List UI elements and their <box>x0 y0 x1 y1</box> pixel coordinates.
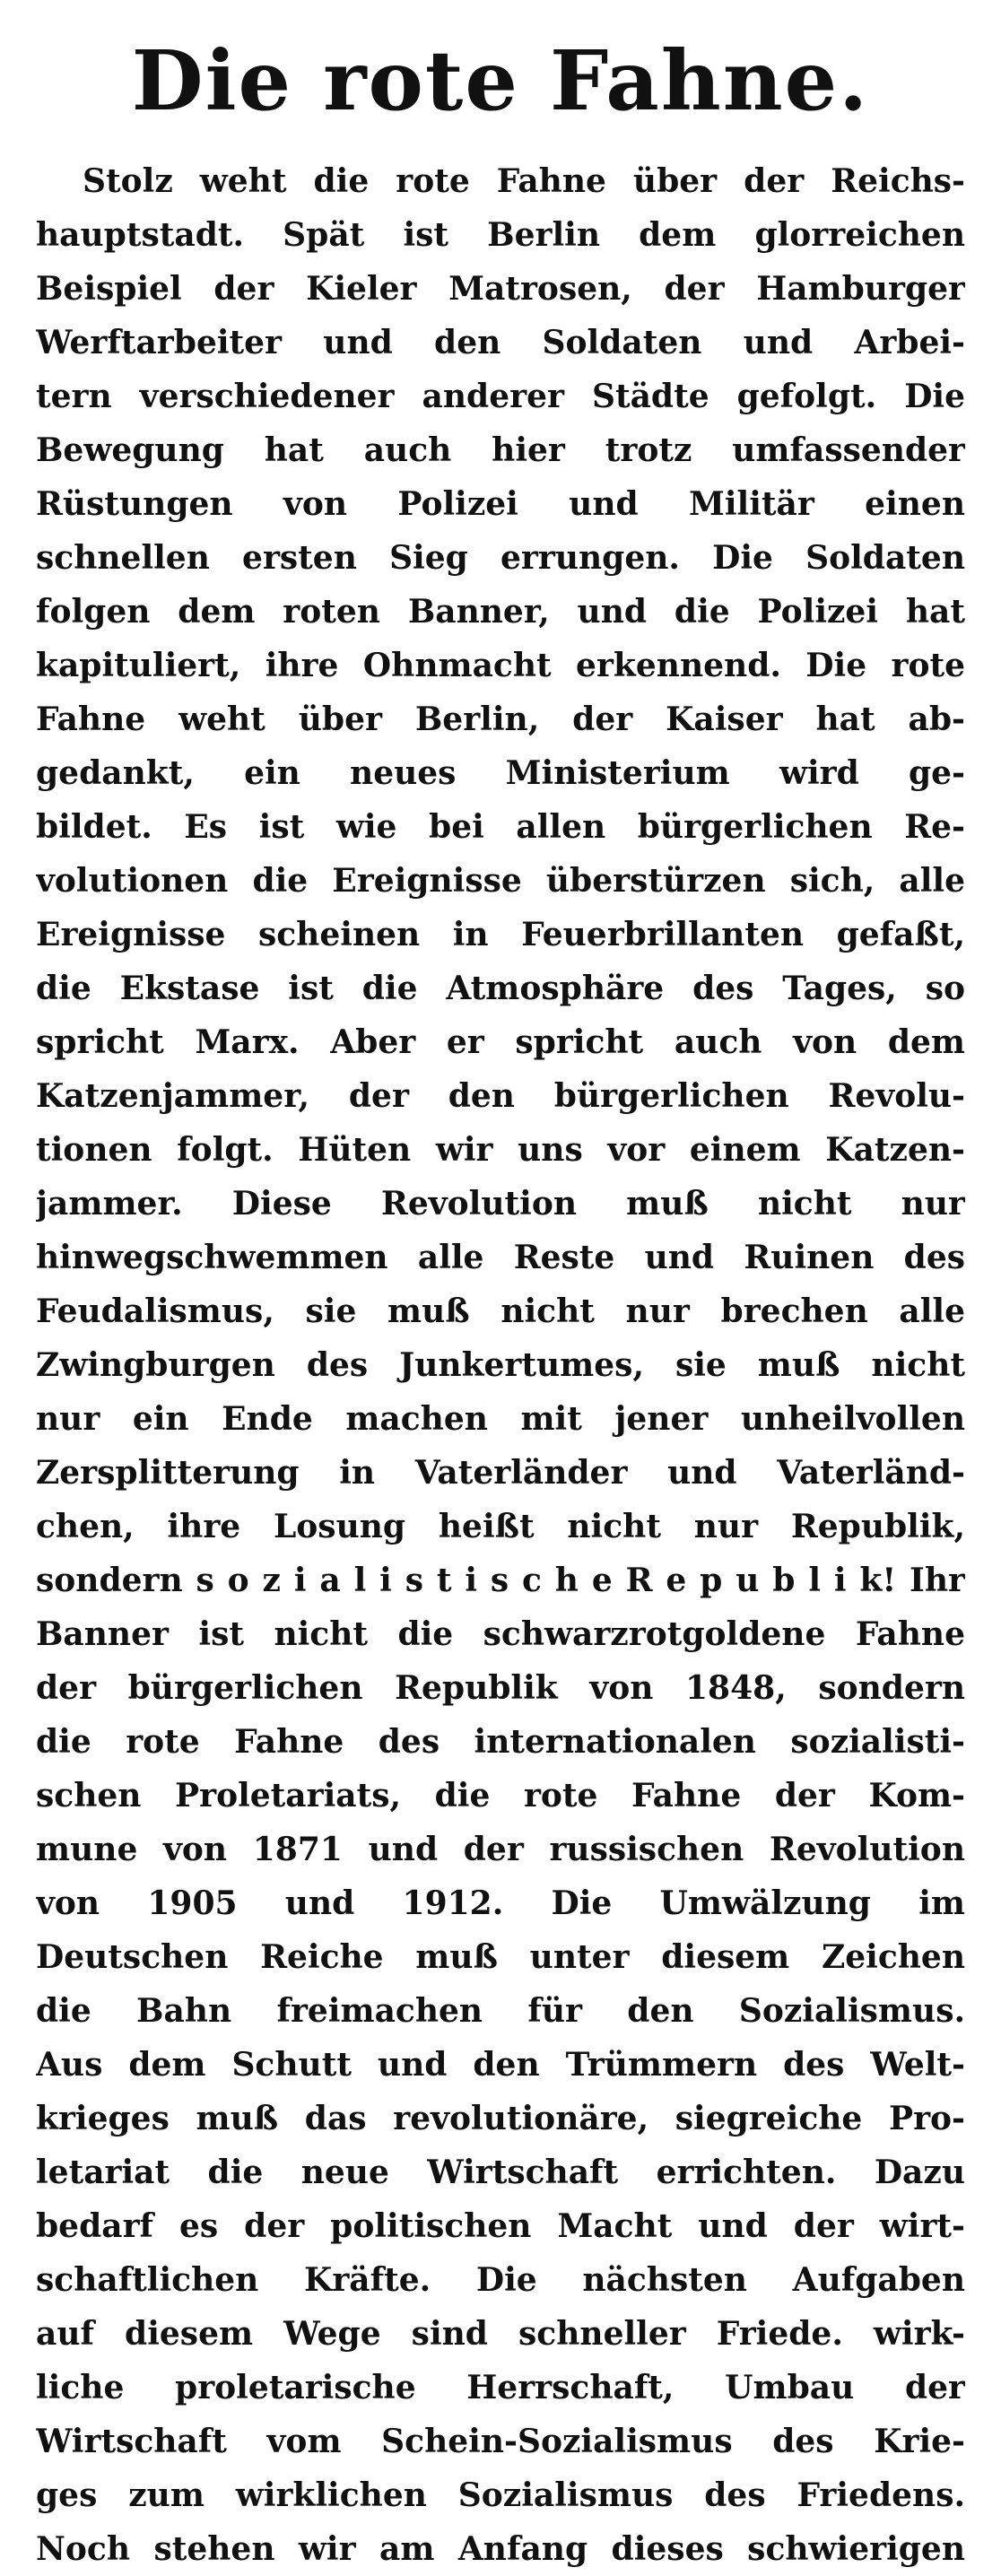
article-line: schnellen ersten Sieg errungen. Die Soldaten <box>36 539 965 577</box>
article-line: volutionen die Ereignisse überstürzen sich, alle <box>36 862 965 900</box>
article-line: Wirtschaft vom Schein-Sozialismus des Krie- <box>36 2423 965 2460</box>
article-line: Zwingburgen des Junkertumes, sie muß nicht <box>36 1346 965 1384</box>
article-line: spricht Marx. Aber er spricht auch von dem <box>36 1023 965 1061</box>
article-line: Noch stehen wir am Anfang dieses schwierigen <box>36 2530 965 2568</box>
article-line: von 1905 und 1912. Die Umwälzung im <box>36 1884 965 1922</box>
article-line: mune von 1871 und der russischen Revolution <box>36 1831 965 1868</box>
article-line: gedankt, ein neues Ministerium wird ge- <box>36 754 965 792</box>
headline: Die rote Fahne. <box>131 32 870 129</box>
article-line: jammer. Diese Revolution muß nicht nur <box>36 1185 965 1223</box>
article-line: folgen dem roten Banner, und die Polizei hat <box>36 593 965 631</box>
article-line: hinwegschwemmen alle Reste und Ruinen des <box>36 1239 965 1276</box>
article-line: der bürgerlichen Republik von 1848, sondern <box>36 1669 965 1707</box>
article-line: tern verschiedener anderer Städte gefolgt. Die <box>36 378 965 415</box>
article-line: letariat die neue Wirtschaft errichten. Dazu <box>36 2154 965 2191</box>
article-line: die rote Fahne des internationalen sozialisti- <box>36 1723 965 1761</box>
article-line: Banner ist nicht die schwarzrotgoldene Fahne <box>36 1615 965 1653</box>
article-line: bildet. Es ist wie bei allen bürgerlichen Re- <box>36 808 965 846</box>
article-line: chen, ihre Losung heißt nicht nur Republik, <box>36 1508 965 1545</box>
article-line: Stolz weht die rote Fahne über der Reichs- <box>83 162 965 200</box>
article-line: Feudalismus, sie muß nicht nur brechen alle <box>36 1292 965 1330</box>
article-line: ges zum wirklichen Sozialismus des Friedens. <box>36 2476 965 2514</box>
article-line: Ereignisse scheinen in Feuerbrillanten gefaßt, <box>36 916 965 953</box>
article-line: nur ein Ende machen mit jener unheilvollen <box>36 1400 965 1438</box>
article-body <box>36 154 965 2576</box>
article-line: schaftlichen Kräfte. Die nächsten Aufgaben <box>36 2261 965 2299</box>
article-line: Bewegung hat auch hier trotz umfassender <box>36 431 965 469</box>
article-line: Aus dem Schutt und den Trümmern des Welt- <box>36 2046 965 2084</box>
article-line: Katzenjammer, der den bürgerlichen Revolu- <box>36 1077 965 1115</box>
article-line: Fahne weht über Berlin, der Kaiser hat ab- <box>36 701 965 738</box>
article-line: die Ekstase ist die Atmosphäre des Tages, so <box>36 970 965 1007</box>
article-line: Zersplitterung in Vaterländer und Vaterländ- <box>36 1454 965 1492</box>
article-line: Deutschen Reiche muß unter diesem Zeichen <box>36 1938 965 1976</box>
article-line: krieges muß das revolutionäre, siegreiche Pro- <box>36 2100 965 2137</box>
article-line: Werftarbeiter und den Soldaten und Arbei- <box>36 324 965 361</box>
article-line: bedarf es der politischen Macht und der wirt- <box>36 2207 965 2245</box>
article-line: auf diesem Wege sind schneller Friede. wirk- <box>36 2315 965 2353</box>
article-line: hauptstadt. Spät ist Berlin dem glorreichen <box>36 216 965 254</box>
article-line: Beispiel der Kieler Matrosen, der Hamburger <box>36 270 965 308</box>
article-line: Rüstungen von Polizei und Militär einen <box>36 485 965 523</box>
article-line: liche proletarische Herrschaft, Umbau der <box>36 2369 965 2406</box>
article-line: schen Proletariats, die rote Fahne der Kom- <box>36 1777 965 1815</box>
article-line: die Bahn freimachen für den Sozialismus. <box>36 1992 965 2030</box>
article-line: kapituliert, ihre Ohnmacht erkennend. Die rote <box>36 647 965 684</box>
article-line: sondern s o z i a l i s t i s c h e R e p u b l i k! Ihr <box>36 1562 965 1599</box>
article-line: tionen folgt. Hüten wir uns vor einem Katzen- <box>36 1131 965 1169</box>
